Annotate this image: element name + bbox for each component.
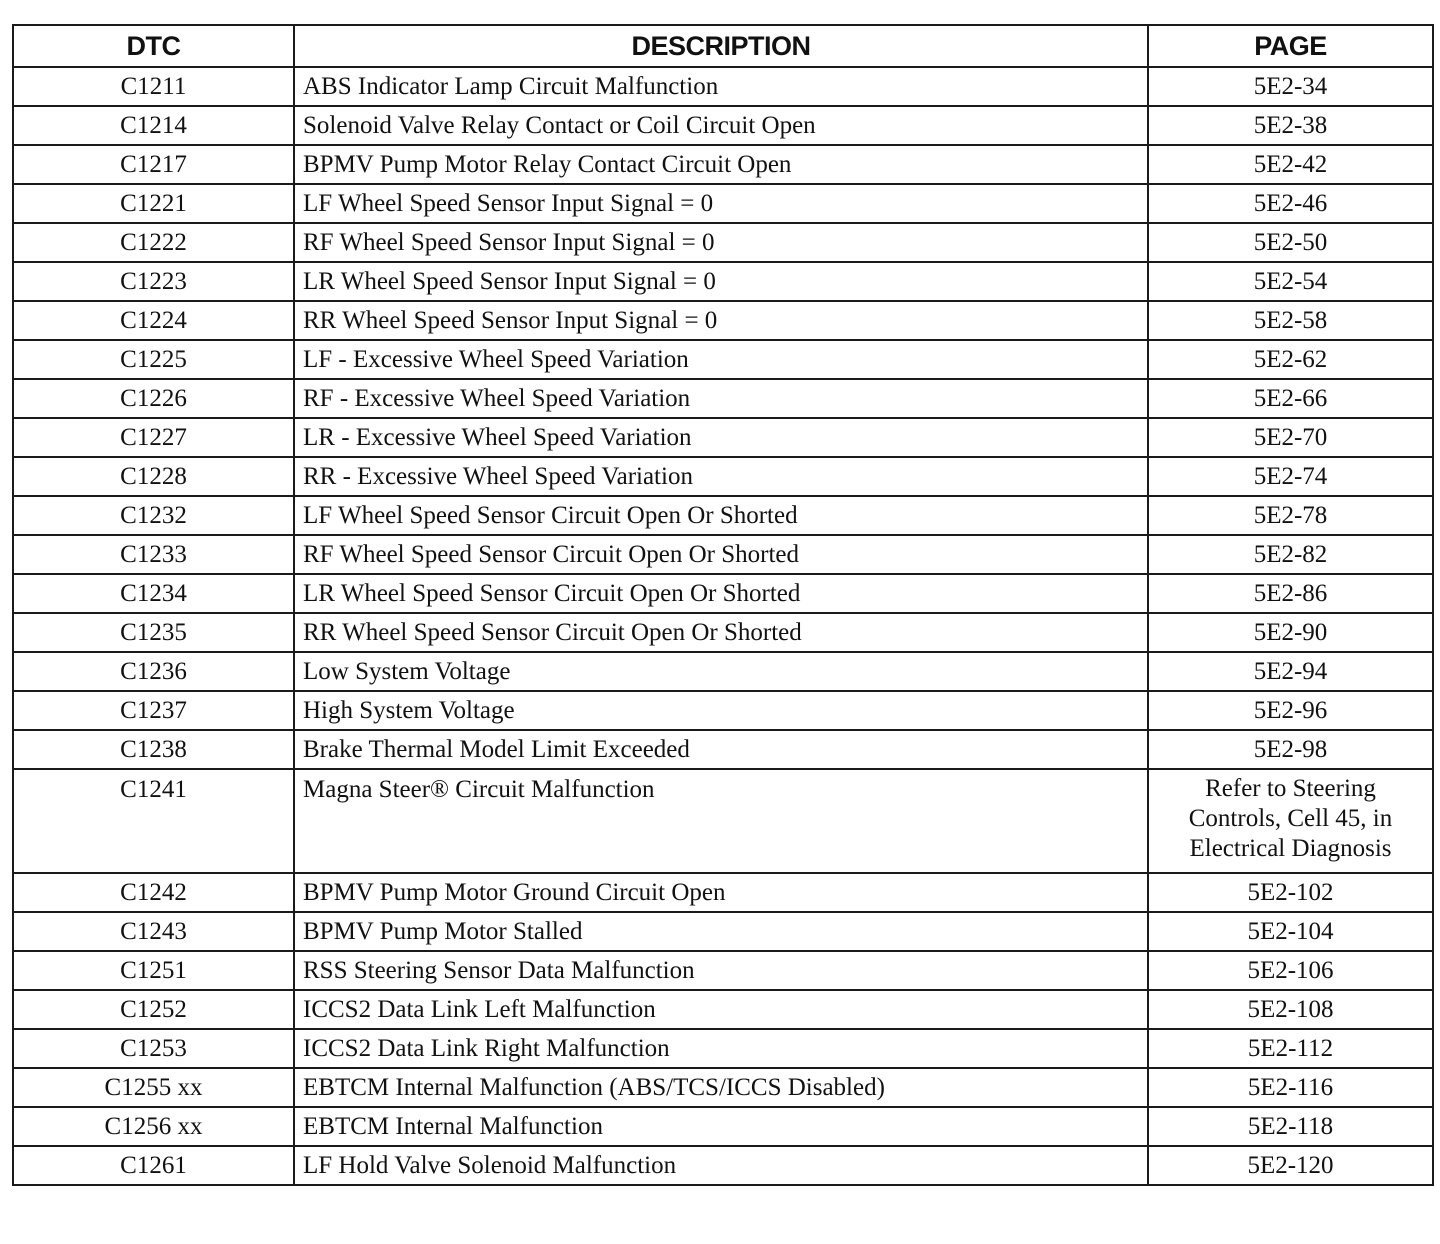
description-cell: LF - Excessive Wheel Speed Variation (294, 340, 1148, 379)
page-ref-cell: 5E2-54 (1148, 262, 1433, 301)
dtc-code-cell: C1241 (13, 769, 294, 873)
page-ref-cell: 5E2-102 (1148, 873, 1433, 912)
page-ref-cell: 5E2-66 (1148, 379, 1433, 418)
page-ref-cell: 5E2-46 (1148, 184, 1433, 223)
page-ref-cell: 5E2-94 (1148, 652, 1433, 691)
table-row (13, 574, 1433, 613)
table-row (13, 418, 1433, 457)
page-ref-cell: 5E2-42 (1148, 145, 1433, 184)
dtc-code-cell: C1255 xx (13, 1068, 294, 1107)
page-ref-cell: 5E2-108 (1148, 990, 1433, 1029)
table-row (13, 496, 1433, 535)
page-ref-cell: 5E2-58 (1148, 301, 1433, 340)
table-row (13, 106, 1433, 145)
dtc-code-cell: C1225 (13, 340, 294, 379)
table-header-row (13, 25, 1433, 67)
dtc-code-cell: C1234 (13, 574, 294, 613)
description-cell: BPMV Pump Motor Stalled (294, 912, 1148, 951)
dtc-code-cell: C1228 (13, 457, 294, 496)
column-header-dtc: DTC (13, 25, 294, 67)
dtc-code-cell: C1222 (13, 223, 294, 262)
page-ref-cell: 5E2-96 (1148, 691, 1433, 730)
table-row (13, 145, 1433, 184)
page-ref-cell: 5E2-106 (1148, 951, 1433, 990)
description-cell: BPMV Pump Motor Ground Circuit Open (294, 873, 1148, 912)
dtc-code-cell: C1227 (13, 418, 294, 457)
description-cell: Brake Thermal Model Limit Exceeded (294, 730, 1148, 769)
table-row (13, 184, 1433, 223)
dtc-code-cell: C1242 (13, 873, 294, 912)
table-row (13, 379, 1433, 418)
description-cell: High System Voltage (294, 691, 1148, 730)
dtc-code-cell: C1235 (13, 613, 294, 652)
description-cell: ICCS2 Data Link Right Malfunction (294, 1029, 1148, 1068)
page-ref-cell: 5E2-104 (1148, 912, 1433, 951)
table-row (13, 613, 1433, 652)
dtc-code-cell: C1232 (13, 496, 294, 535)
description-cell: ICCS2 Data Link Left Malfunction (294, 990, 1148, 1029)
table-row (13, 262, 1433, 301)
description-cell: LR Wheel Speed Sensor Circuit Open Or Shorted (294, 574, 1148, 613)
table-row (13, 1029, 1433, 1068)
description-cell: BPMV Pump Motor Relay Contact Circuit Open (294, 145, 1148, 184)
dtc-code-cell: C1238 (13, 730, 294, 769)
dtc-code-cell: C1211 (13, 67, 294, 106)
table-row (13, 951, 1433, 990)
description-cell: RR - Excessive Wheel Speed Variation (294, 457, 1148, 496)
page-ref-cell: 5E2-70 (1148, 418, 1433, 457)
page-ref-cell: 5E2-86 (1148, 574, 1433, 613)
table-row (13, 691, 1433, 730)
dtc-code-cell: C1226 (13, 379, 294, 418)
dtc-code-cell: C1252 (13, 990, 294, 1029)
table-row (13, 67, 1433, 106)
table-row (13, 990, 1433, 1029)
dtc-code-cell: C1233 (13, 535, 294, 574)
page-ref-cell: 5E2-34 (1148, 67, 1433, 106)
dtc-code-cell: C1253 (13, 1029, 294, 1068)
page-ref-cell: 5E2-74 (1148, 457, 1433, 496)
dtc-code-cell: C1217 (13, 145, 294, 184)
table-row (13, 223, 1433, 262)
description-cell: RF Wheel Speed Sensor Input Signal = 0 (294, 223, 1148, 262)
dtc-code-cell: C1237 (13, 691, 294, 730)
description-cell: RR Wheel Speed Sensor Input Signal = 0 (294, 301, 1148, 340)
page-ref-cell: 5E2-112 (1148, 1029, 1433, 1068)
table-row (13, 1107, 1433, 1146)
dtc-code-cell: C1261 (13, 1146, 294, 1185)
page-ref-cell: 5E2-118 (1148, 1107, 1433, 1146)
description-cell: LF Hold Valve Solenoid Malfunction (294, 1146, 1148, 1185)
description-cell: LR - Excessive Wheel Speed Variation (294, 418, 1148, 457)
description-cell: EBTCM Internal Malfunction (294, 1107, 1148, 1146)
description-cell: Magna Steer® Circuit Malfunction (294, 769, 1148, 873)
table-row (13, 769, 1433, 873)
dtc-table (12, 24, 1434, 1186)
page-ref-cell: 5E2-62 (1148, 340, 1433, 379)
description-cell: ABS Indicator Lamp Circuit Malfunction (294, 67, 1148, 106)
description-cell: RR Wheel Speed Sensor Circuit Open Or Shorted (294, 613, 1148, 652)
table-row (13, 1068, 1433, 1107)
page-ref-cell: 5E2-90 (1148, 613, 1433, 652)
description-cell: Low System Voltage (294, 652, 1148, 691)
description-cell: RSS Steering Sensor Data Malfunction (294, 951, 1148, 990)
dtc-code-cell: C1223 (13, 262, 294, 301)
dtc-code-cell: C1236 (13, 652, 294, 691)
column-header-description: DESCRIPTION (294, 25, 1148, 67)
table-row (13, 340, 1433, 379)
page-ref-cell: 5E2-50 (1148, 223, 1433, 262)
dtc-code-cell: C1243 (13, 912, 294, 951)
column-header-page: PAGE (1148, 25, 1433, 67)
table-row (13, 730, 1433, 769)
dtc-code-cell: C1214 (13, 106, 294, 145)
page-ref-cell: 5E2-116 (1148, 1068, 1433, 1107)
page-ref-cell: 5E2-82 (1148, 535, 1433, 574)
description-cell: RF Wheel Speed Sensor Circuit Open Or Shorted (294, 535, 1148, 574)
page-ref-cell: 5E2-38 (1148, 106, 1433, 145)
page-ref-cell: 5E2-78 (1148, 496, 1433, 535)
dtc-code-cell: C1224 (13, 301, 294, 340)
table-row (13, 535, 1433, 574)
description-cell: LF Wheel Speed Sensor Input Signal = 0 (294, 184, 1148, 223)
table-row (13, 1146, 1433, 1185)
table-row (13, 652, 1433, 691)
table-row (13, 912, 1433, 951)
description-cell: Solenoid Valve Relay Contact or Coil Circuit Open (294, 106, 1148, 145)
description-cell: LR Wheel Speed Sensor Input Signal = 0 (294, 262, 1148, 301)
dtc-code-cell: C1256 xx (13, 1107, 294, 1146)
page-ref-cell: 5E2-98 (1148, 730, 1433, 769)
table-row (13, 301, 1433, 340)
page-ref-cell: 5E2-120 (1148, 1146, 1433, 1185)
description-cell: EBTCM Internal Malfunction (ABS/TCS/ICCS Disabled) (294, 1068, 1148, 1107)
table-row (13, 873, 1433, 912)
description-cell: RF - Excessive Wheel Speed Variation (294, 379, 1148, 418)
description-cell: LF Wheel Speed Sensor Circuit Open Or Shorted (294, 496, 1148, 535)
dtc-code-cell: C1251 (13, 951, 294, 990)
page-ref-cell: Refer to Steering Controls, Cell 45, in Electrical Diagnosis (1148, 769, 1433, 873)
dtc-code-cell: C1221 (13, 184, 294, 223)
table-row (13, 457, 1433, 496)
